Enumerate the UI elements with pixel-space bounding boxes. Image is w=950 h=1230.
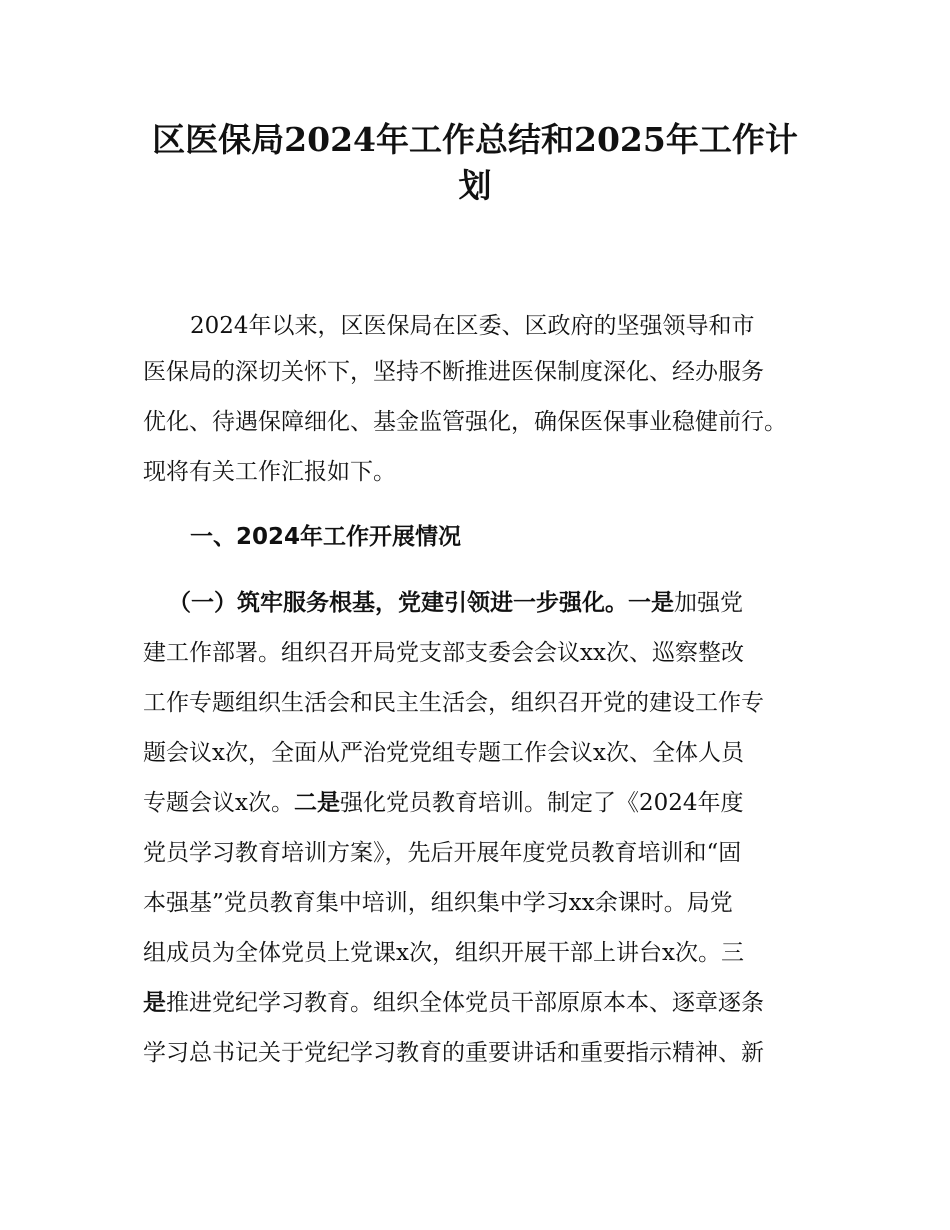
- para1-line-4: 题会议x次，全面从严治党党组专题工作会议x次、全体人员: [143, 740, 744, 766]
- para1-line-8: 组成员为全体党员上党课x次，组织开展干部上讲台x次。三: [143, 940, 744, 966]
- para1-line-5-a: 专题会议x次。: [143, 790, 294, 816]
- intro-line-4: 现将有关工作汇报如下。: [143, 459, 396, 485]
- para1-line-10: 学习总书记关于党纪学习教育的重要讲话和重要指示精神、新: [143, 1040, 764, 1066]
- para1-line-6: 党员学习教育培训方案》，先后开展年度党员教育培训和“固: [143, 840, 742, 866]
- subheading-bold: （一）筑牢服务根基，党建引领进一步强化。一是: [168, 590, 674, 616]
- para1-line-3: 工作专题组织生活会和民主生活会，组织召开党的建设工作专: [143, 690, 764, 716]
- intro-line-1: 2024年以来，区医保局在区委、区政府的坚强领导和市: [190, 313, 755, 339]
- para1-line-9-rest: 推进党纪学习教育。组织全体党员干部原原本本、逐章逐条: [166, 990, 764, 1016]
- document-title-line2: 划: [458, 166, 492, 205]
- document-title-line1: 区医保局2024年工作总结和2025年工作计: [152, 120, 798, 159]
- intro-line-2: 医保局的深切关怀下，坚持不断推进医保制度深化、经办服务: [143, 359, 764, 385]
- marker-two-bold: 二是: [293, 790, 340, 816]
- para1-line-1: [168, 578, 743, 628]
- para1-line-7: 本强基”党员教育集中培训，组织集中学习xx余课时。局党: [143, 890, 733, 916]
- marker-three-bold: 是: [143, 990, 166, 1016]
- para1-line-2: 建工作部署。组织召开局党支部支委会会议xx次、巡察整改: [143, 640, 744, 666]
- para1-line-5: [143, 778, 744, 828]
- intro-line-3: 优化、待遇保障细化、基金监管强化，确保医保事业稳健前行。: [143, 409, 787, 435]
- para1-line-9: [143, 978, 764, 1028]
- section-heading: 一、2024年工作开展情况: [190, 524, 462, 550]
- para1-line-1-rest: 加强党: [674, 590, 743, 616]
- para1-line-5-b: 强化党员教育培训。制定了《2024年度: [339, 790, 744, 816]
